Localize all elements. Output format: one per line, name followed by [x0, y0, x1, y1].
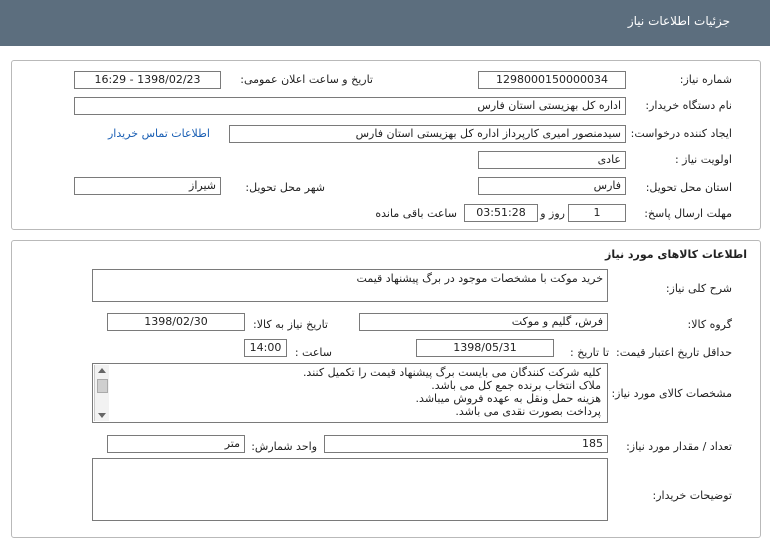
province-label: استان محل تحویل: — [645, 181, 732, 194]
summary-field: خرید موکت با مشخصات موجود در برگ پیشنهاد قیمت — [92, 269, 608, 302]
qty-label: تعداد / مقدار مورد نیاز: — [626, 440, 732, 453]
province-field: فارس — [478, 177, 626, 195]
qty-field: 185 — [324, 435, 608, 453]
deadline-time-field: 03:51:28 — [464, 204, 538, 222]
unit-field: متر — [107, 435, 245, 453]
buyer-notes-label: توضیحات خریدار: — [652, 489, 732, 502]
deadline-days-field: 1 — [568, 204, 626, 222]
until-date-label: تا تاریخ : — [570, 346, 609, 359]
validity-label: حداقل تاریخ اعتبار قیمت: — [616, 346, 732, 359]
buyer-notes-field[interactable] — [92, 458, 608, 521]
page-title: جزئیات اطلاعات نیاز — [627, 14, 730, 28]
specs-line: ملاک انتخاب برنده جمع کل می باشد. — [431, 379, 601, 392]
priority-label: اولویت نیاز : — [674, 153, 732, 166]
city-field: شیراز — [74, 177, 221, 195]
contact-buyer-link[interactable]: اطلاعات تماس خریدار — [108, 127, 210, 140]
deadline-label: مهلت ارسال پاسخ: — [644, 207, 732, 220]
specs-line: پرداخت بصورت نقدی می باشد. — [455, 405, 601, 418]
remaining-label: ساعت باقی مانده — [375, 207, 457, 220]
specs-scrollbar[interactable] — [94, 365, 109, 421]
need-number-label: شماره نیاز: — [679, 73, 732, 86]
scroll-up-icon[interactable] — [98, 368, 106, 373]
specs-label: مشخصات کالای مورد نیاز: — [611, 387, 732, 400]
group-label: گروه کالا: — [687, 318, 732, 331]
validity-date-field: 1398/05/31 — [416, 339, 554, 357]
scroll-down-icon[interactable] — [98, 413, 106, 418]
specs-textarea[interactable] — [92, 363, 608, 423]
validity-time-field: 14:00 — [244, 339, 287, 357]
priority-field: عادی — [478, 151, 626, 169]
scroll-thumb[interactable] — [97, 379, 108, 393]
need-number-field: 1298000150000034 — [478, 71, 626, 89]
requester-field: سیدمنصور امیری کارپرداز اداره کل بهزیستی استان فارس — [229, 125, 626, 143]
need-date-field: 1398/02/30 — [107, 313, 245, 331]
specs-line: کلیه شرکت کنندگان می بایست برگ پیشنهاد قیمت را تکمیل کنند. — [302, 366, 601, 379]
days-label: روز و — [540, 207, 565, 220]
buyer-org-label: نام دستگاه خریدار: — [645, 99, 732, 112]
summary-label: شرح کلی نیاز: — [665, 282, 732, 295]
announce-field: 1398/02/23 - 16:29 — [74, 71, 221, 89]
announce-label: تاریخ و ساعت اعلان عمومی: — [240, 73, 373, 86]
need-date-label: تاریخ نیاز به کالا: — [253, 318, 328, 331]
specs-line: هزینه حمل ونقل به عهده فروش میباشد. — [415, 392, 601, 405]
city-label: شهر محل تحویل: — [245, 181, 325, 194]
goods-section-title: اطلاعات کالاهای مورد نیاز — [605, 248, 747, 261]
requester-label: ایجاد کننده درخواست: — [630, 127, 732, 140]
page-header — [0, 0, 770, 46]
group-field: فرش، گلیم و موکت — [359, 313, 608, 331]
hour-label: ساعت : — [294, 346, 332, 359]
buyer-org-field: اداره کل بهزیستی استان فارس — [74, 97, 626, 115]
unit-label: واحد شمارش: — [251, 440, 317, 453]
